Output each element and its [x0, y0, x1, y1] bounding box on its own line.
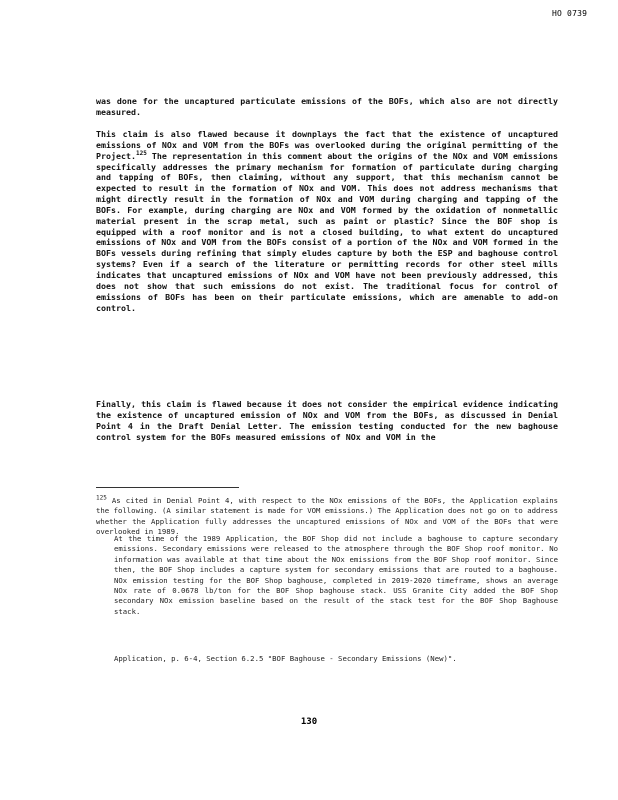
footnote-divider: [96, 487, 239, 488]
footnote-text: As cited in Denial Point 4, with respect to the NOx emissions of the BOFs, the Application explains the following. (A similar statement is made for VOM emissions.) The Application does not go on to address whether the Application fully addresses the uncaptured emissions of NOx and VOM of the BOFs that were overlooked in 1989.: [96, 496, 558, 537]
paragraph-continuation: was done for the uncaptured particulate emissions of the BOFs, which also are not directly measured.: [96, 96, 558, 117]
footnote-quote: At the time of the 1989 Application, the BOF Shop did not include a baghouse to capture secondary emissions. Secondary emissions were released to the atmosphere through the BOF Shop roof monitor. No information was available at that time about the NOx emissions from the BOF Shop roof monitor. Since then, the BOF Shop includes a capture system for secondary emissions that are routed to a baghouse. NOx emission testing for the BOF Shop baghouse, completed in 2019-2020 timeframe, shows an average NOx rate of 0.0678 lb/ton for the BOF Shop baghouse stack. USS Granite City added the BOF Shop secondary NOx emission baseline based on the result of the stack test for the BOF Shop Baghouse stack.: [114, 534, 558, 616]
footnote-citation: Application, p. 6-4, Section 6.2.5 "BOF Baghouse - Secondary Emissions (New)".: [114, 654, 457, 663]
document-id: HO 0739: [552, 9, 588, 18]
footnote-main: [96, 496, 558, 538]
page-number: 130: [300, 717, 318, 727]
footnote-reference: 125: [135, 149, 147, 157]
paragraph-finally: Finally, this claim is flawed because it does not consider the empirical evidence indicating the existence of uncaptured emission of NOx and VOM from the BOFs, as discussed in Denial Point 4 in the Draft Denial Letter. The emission testing conducted for the new baghouse control system for the BOFs measured emissions of NOx and VOM in the: [96, 399, 558, 442]
paragraph-flawed-claim: [96, 129, 558, 313]
paragraph-text: This claim is also flawed because it downplays the fact that the existence of uncaptured emissions of NOx and VOM from the BOFs was overlooked during the original permitting of the Project.: [96, 129, 558, 161]
paragraph-text-cont: The representation in this comment about the origins of the NOx and VOM emissions specifically addresses the primary mechanism for formation of particulate during charging and tapping of BOFs, then claiming, without any support, that this mechanism cannot be expected to result in the formation of NOx and VOM. This does not address mechanisms that might directly result in the formation of NOx and VOM during charging and tapping of the BOFs. For example, during charging are NOx and VOM formed by the oxidation of nonmetallic material present in the scrap metal, such as paint or plastic? Since the BOF shop is equipped with a roof monitor and is not a closed building, to what extent do uncaptured emissions of NOx and VOM from the BOFs consist of a portion of the NOx and VOM formed in the BOFs vessels during refining that simply eludes capture by both the ESP and baghouse control systems? Even if a search of the literature or permitting records for other steel mills indicates that uncaptured emissions of NOx and VOM have not been previously addressed, this does not show that such emissions do not exist. The traditional focus for control of emissions of BOFs has been on their particulate emissions, which are amenable to add-on control.: [96, 150, 558, 313]
footnote-number: 125: [96, 494, 107, 502]
